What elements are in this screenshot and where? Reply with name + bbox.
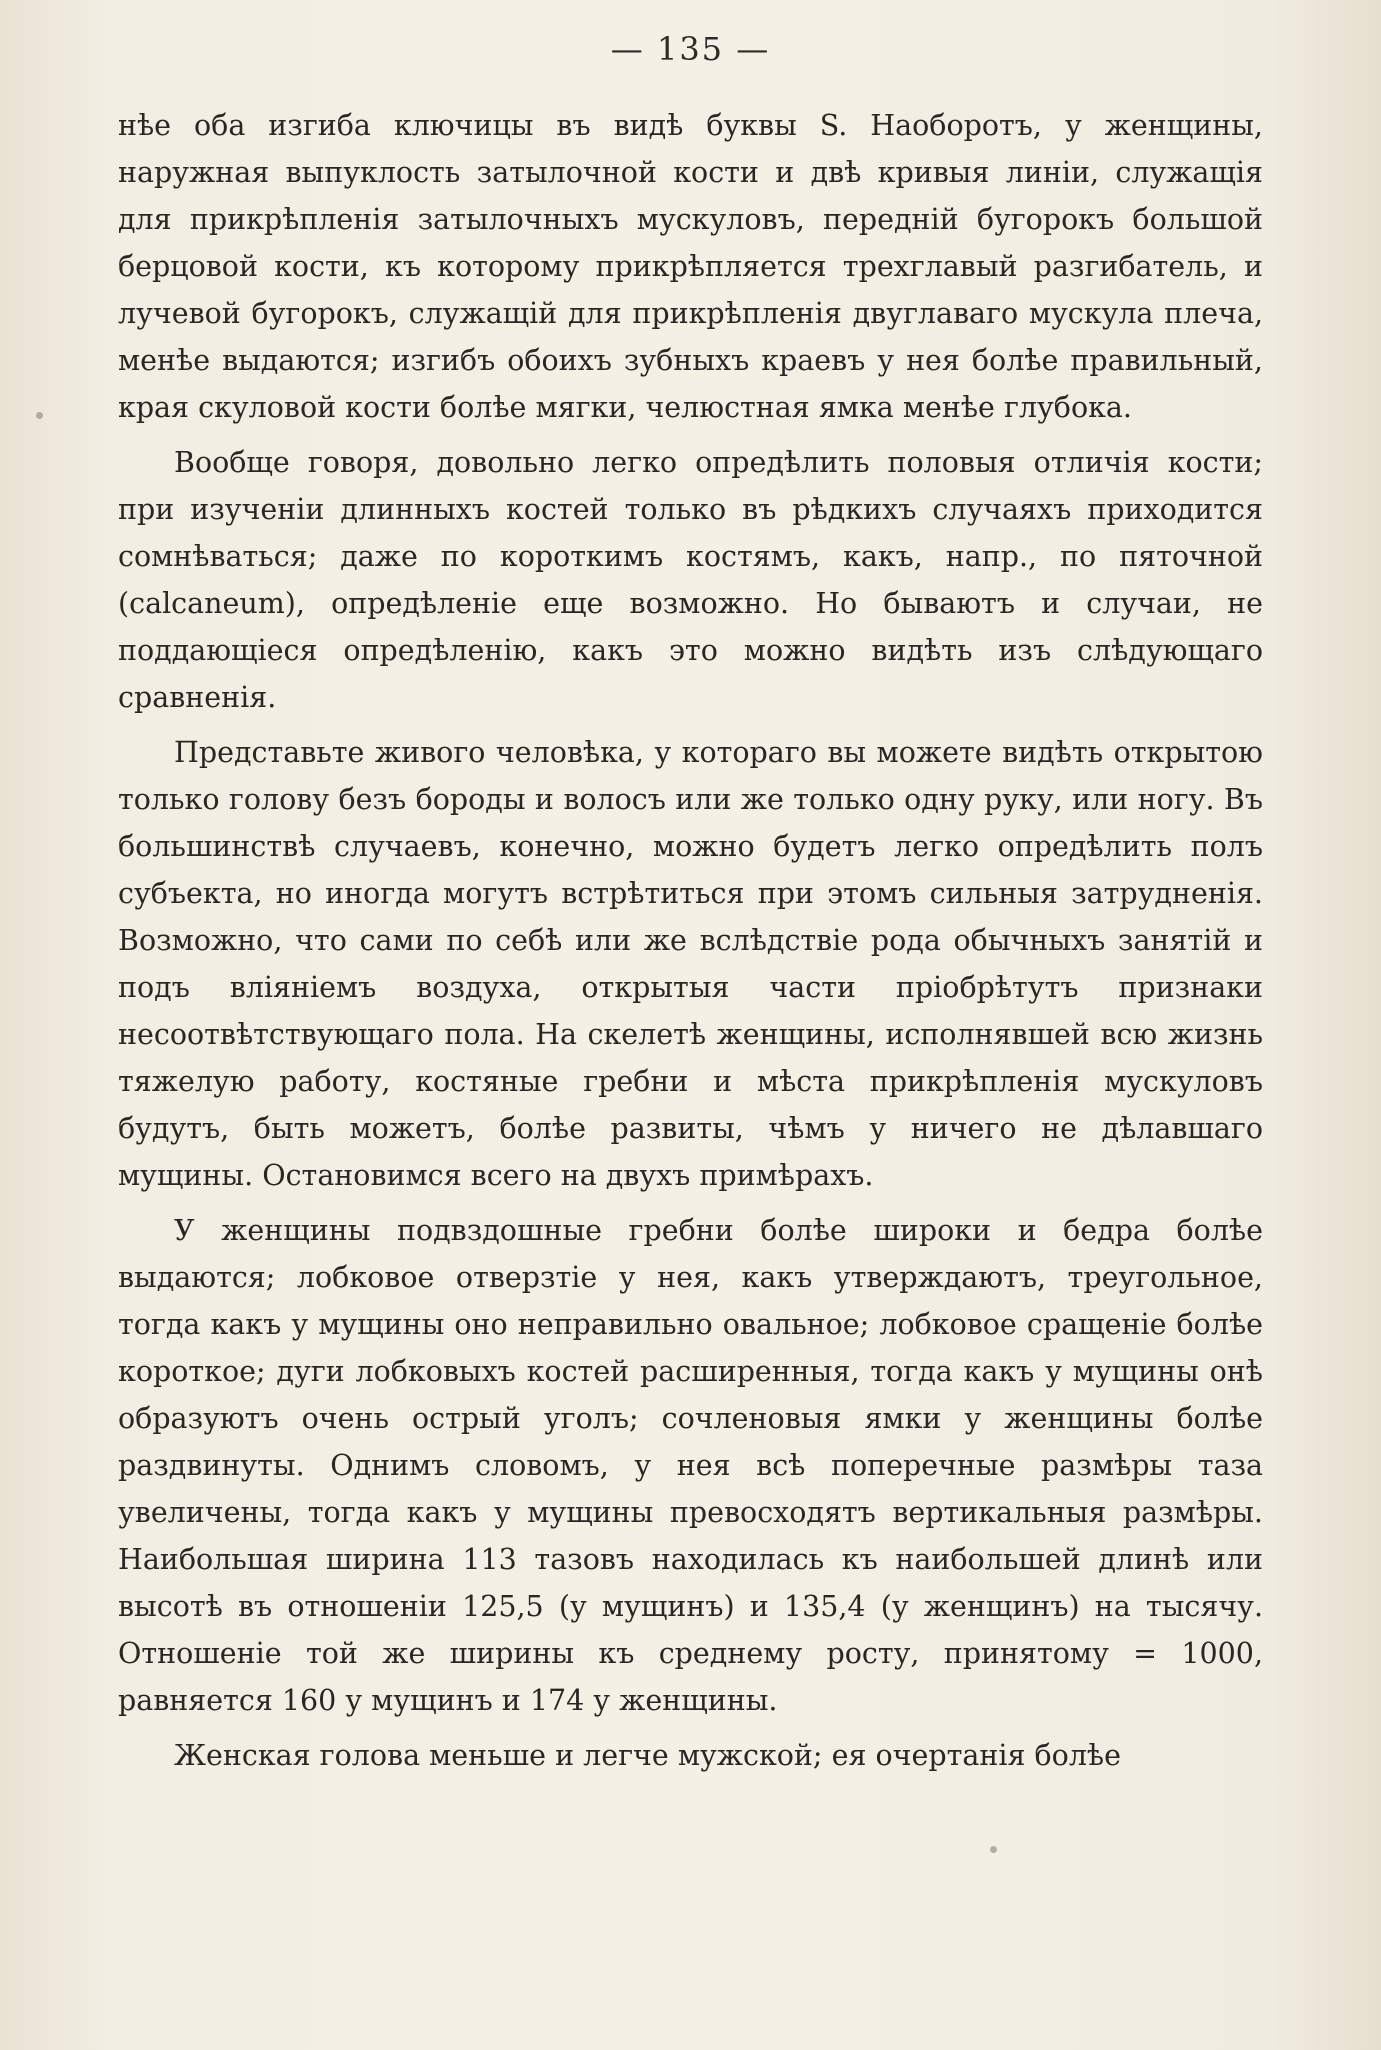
paragraph-female-head: Женская голова меньше и легче мужской; ея очертанія болѣе: [174, 1739, 1121, 1772]
ink-spot: [36, 412, 43, 419]
paragraph-living-person: Представьте живого человѣка, у котораго вы можете видѣть открытою только голову безъ бороды и волосъ или же только одну руку, или ногу. Въ большинствѣ случаевъ, конечно, можно будетъ легко опредѣлить полъ субъекта, но иногда могутъ встрѣтиться при этомъ сильныя затрудненія. Возможно, что сами по себѣ или же вслѣдствіе рода обычныхъ занятій и подъ вліяніемъ воздуха, открытыя части пріобрѣтутъ признаки несоотвѣтствующаго пола. На скелетѣ женщины, исполнявшей всю жизнь тяжелую работу, костяные гребни и мѣста прикрѣпленія мускуловъ будутъ, быть можетъ, болѣе развиты, чѣмъ у ничего не дѣлавшаго мущины. Остановимся всего на двухъ примѣрахъ.: [118, 736, 1263, 1192]
page-number: — 135 —: [610, 30, 771, 68]
paragraph-sex-differences: Вообще говоря, довольно легко опредѣлить половыя отличія кости; при изученіи длинныхъ костей только въ рѣдкихъ случаяхъ приходится сомнѣваться; даже по короткимъ костямъ, какъ, напр., по пяточной (calcaneum), опредѣленіе еще возможно. Но бываютъ и случаи, не поддающіеся опредѣленію, какъ это можно видѣть изъ слѣдующаго сравненія.: [118, 446, 1263, 714]
ink-spot: [990, 1846, 997, 1853]
paragraph-continuation: нѣе оба изгиба ключицы въ видѣ буквы S. Наоборотъ, у женщины, наружная выпуклость затылочной кости и двѣ кривыя линіи, служащія для прикрѣпленія затылочныхъ мускуловъ, передній бугорокъ большой берцовой кости, къ которому прикрѣпляется трехглавый разгибатель, и лучевой бугорокъ, служащій для прикрѣпленія двуглаваго мускула плеча, менѣе выдаются; изгибъ обоихъ зубныхъ краевъ у нея болѣе правильный, края скуловой кости болѣе мягки, челюстная ямка менѣе глубока.: [118, 109, 1263, 424]
paragraph-pelvis: У женщины подвздошные гребни болѣе широки и бедра болѣе выдаются; лобковое отверзтіе у нея, какъ утверждаютъ, треугольное, тогда какъ у мущины оно неправильно овальное; лобковое сращеніе болѣе короткое; дуги лобковыхъ костей расширенныя, тогда какъ у мущины онѣ образуютъ очень острый уголъ; сочленовыя ямки у женщины болѣе раздвинуты. Однимъ словомъ, у нея всѣ поперечные размѣры таза увеличены, тогда какъ у мущины превосходятъ вертикальныя размѣры. Наибольшая ширина 113 тазовъ находилась къ наибольшей длинѣ или высотѣ въ отношеніи 125,5 (у мущинъ) и 135,4 (у женщинъ) на тысячу. Отношеніе той же ширины къ среднему росту, принятому = 1000, равняется 160 у мущинъ и 174 у женщины.: [118, 1214, 1263, 1717]
